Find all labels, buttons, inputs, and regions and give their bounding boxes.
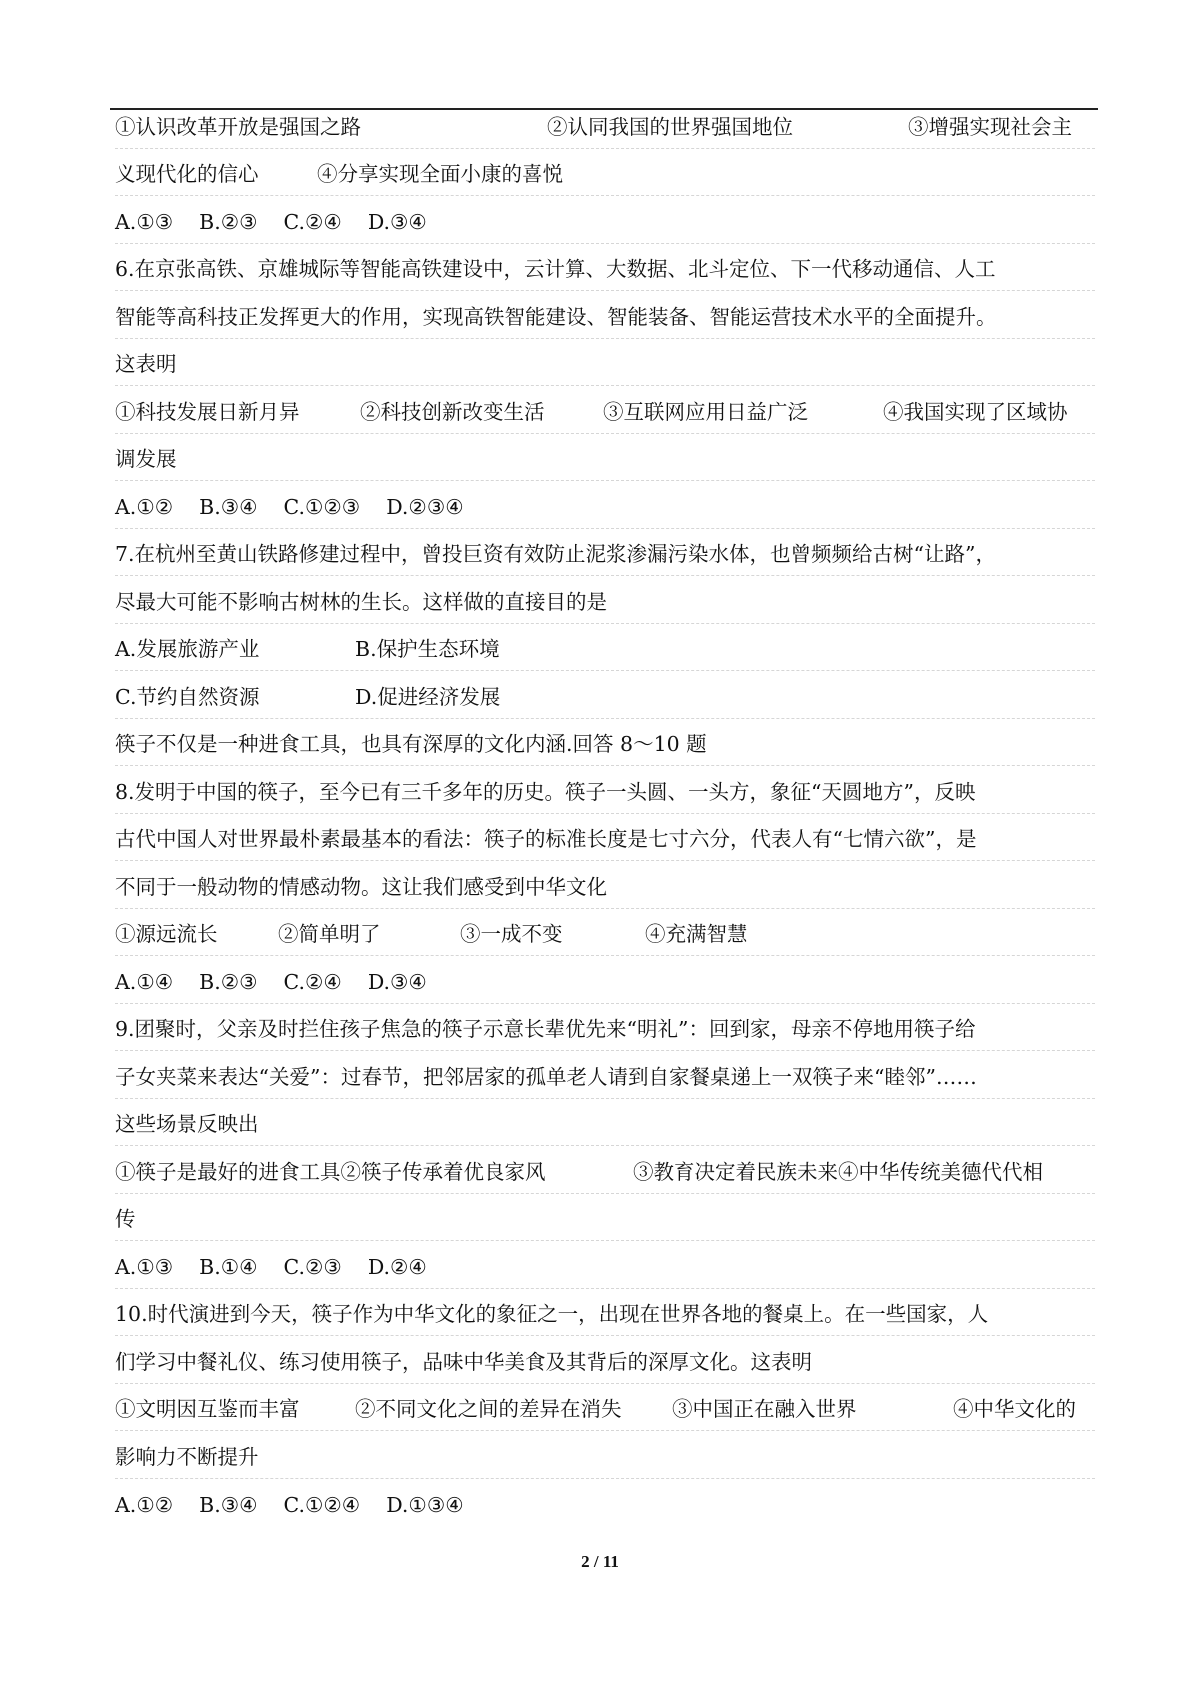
q9-options-1-2: ①筷子是最好的进食工具②筷子传承着优良家风 — [115, 1159, 546, 1184]
q6-option-4-cont: 调发展 — [115, 447, 177, 471]
q5-options-line-2 — [115, 149, 1095, 197]
q5-option-3-cont: 义现代化的信心 — [115, 162, 259, 186]
q9-stem-1 — [115, 1004, 1095, 1052]
q10-option-4: ④中华文化的 — [953, 1397, 1076, 1421]
q10-option-1: ①文明因互鉴而丰富 — [115, 1397, 300, 1421]
q10-options-line-1 — [115, 1384, 1095, 1432]
q10-stem-text-1: 10.时代演进到今天，筷子作为中华文化的象征之一，出现在世界各地的餐桌上。在一些国家，人 — [115, 1302, 989, 1326]
q6-answer-choices: A.①② B.③④ C.①②③ D.②③④ — [115, 494, 464, 519]
q10-option-3: ③中国正在融入世界 — [672, 1397, 857, 1421]
q5-option-2: ②认同我国的世界强国地位 — [547, 114, 793, 139]
q6-stem-text-1: 6.在京张高铁、京雄城际等智能高铁建设中，云计算、大数据、北斗定位、下一代移动通信、人工 — [115, 257, 996, 281]
q10-answers — [115, 1479, 1095, 1527]
q5-answer-choices: A.①③ B.②③ C.②④ D.③④ — [115, 209, 427, 234]
q5-answers — [115, 196, 1095, 244]
q8-option-1: ①源远流长 — [115, 922, 218, 946]
q10-option-2: ②不同文化之间的差异在消失 — [355, 1397, 622, 1421]
page-number: 2 / 11 — [581, 1552, 619, 1571]
q7-options-line-2 — [115, 671, 1095, 719]
section-intro-text: 筷子不仅是一种进食工具，也具有深厚的文化内涵.回答 8～10 题 — [115, 732, 707, 756]
q9-options-3-4: ③教育决定着民族未来④中华传统美德代代相 — [633, 1159, 1043, 1184]
q5-option-4: ④分享实现全面小康的喜悦 — [317, 162, 563, 186]
q7-option-c: C.节约自然资源 — [115, 684, 260, 709]
q9-answer-choices: A.①③ B.①④ C.②③ D.②④ — [115, 1254, 427, 1279]
q9-stem-text-1: 9.团聚时，父亲及时拦住孩子焦急的筷子示意长辈优先来“明礼”：回到家，母亲不停地用筷子给 — [115, 1017, 976, 1041]
q7-options-line-1 — [115, 624, 1095, 672]
q7-stem-text-1: 7.在杭州至黄山铁路修建过程中，曾投巨资有效防止泥浆渗漏污染水体，也曾频频给古树“让路”， — [115, 542, 997, 566]
q8-stem-text-2: 古代中国人对世界最朴素最基本的看法：筷子的标准长度是七寸六分，代表人有“七情六欲”，是 — [115, 827, 977, 851]
q8-stem-text-3: 不同于一般动物的情感动物。这让我们感受到中华文化 — [115, 874, 607, 899]
q5-options-line-1 — [115, 101, 1095, 149]
q10-stem-2 — [115, 1336, 1095, 1384]
q6-option-3: ③互联网应用日益广泛 — [603, 399, 808, 424]
q8-answers — [115, 956, 1095, 1004]
q6-options-line-2 — [115, 434, 1095, 482]
q9-options-line-1 — [115, 1146, 1095, 1194]
q10-stem-1 — [115, 1289, 1095, 1337]
q7-stem-1 — [115, 529, 1095, 577]
q9-answers — [115, 1241, 1095, 1289]
q5-option-1: ①认识改革开放是强国之路 — [115, 114, 361, 139]
q8-option-3: ③一成不变 — [460, 922, 563, 946]
q7-stem-2 — [115, 576, 1095, 624]
q7-stem-text-2: 尽最大可能不影响古树林的生长。这样做的直接目的是 — [115, 589, 607, 614]
q6-options-line-1 — [115, 386, 1095, 434]
q7-option-a: A.发展旅游产业 — [115, 637, 260, 661]
q8-stem-3 — [115, 861, 1095, 909]
q8-stem-2 — [115, 814, 1095, 862]
q8-option-4: ④充满智慧 — [645, 922, 748, 946]
section-intro — [115, 719, 1095, 767]
q5-option-3: ③增强实现社会主 — [908, 114, 1072, 139]
q6-option-1: ①科技发展日新月异 — [115, 399, 300, 424]
q6-stem-3 — [115, 339, 1095, 387]
q7-option-b: B.保护生态环境 — [355, 637, 500, 661]
q10-stem-text-2: 们学习中餐礼仪、练习使用筷子，品味中华美食及其背后的深厚文化。这表明 — [115, 1349, 812, 1374]
q10-options-line-2 — [115, 1431, 1095, 1479]
q6-stem-2 — [115, 291, 1095, 339]
q6-option-2: ②科技创新改变生活 — [360, 399, 545, 424]
q6-stem-text-3: 这表明 — [115, 352, 177, 376]
q9-stem-3 — [115, 1099, 1095, 1147]
q8-options — [115, 909, 1095, 957]
q6-stem-text-2: 智能等高科技正发挥更大的作用，实现高铁智能建设、智能装备、智能运营技术水平的全面提升。 — [115, 304, 997, 329]
q9-options-cont: 传 — [115, 1207, 136, 1231]
q8-option-2: ②简单明了 — [278, 922, 381, 946]
q7-option-d: D.促进经济发展 — [355, 684, 501, 709]
q9-options-line-2 — [115, 1194, 1095, 1242]
q10-option-4-cont: 影响力不断提升 — [115, 1444, 259, 1469]
q6-answers — [115, 481, 1095, 529]
q8-answer-choices: A.①④ B.②③ C.②④ D.③④ — [115, 969, 427, 994]
q9-stem-2 — [115, 1051, 1095, 1099]
q9-stem-text-3: 这些场景反映出 — [115, 1112, 259, 1136]
q9-stem-text-2: 子女夹菜来表达“关爱”：过春节，把邻居家的孤单老人请到自家餐桌递上一双筷子来“睦邻”…… — [115, 1064, 977, 1089]
q6-stem-1 — [115, 244, 1095, 292]
q6-option-4: ④我国实现了区域协 — [883, 399, 1068, 424]
q10-answer-choices: A.①② B.③④ C.①②④ D.①③④ — [115, 1493, 464, 1517]
q8-stem-text-1: 8.发明于中国的筷子，至今已有三千多年的历史。筷子一头圆、一头方，象征“天圆地方”，反映 — [115, 779, 976, 804]
q8-stem-1 — [115, 766, 1095, 814]
